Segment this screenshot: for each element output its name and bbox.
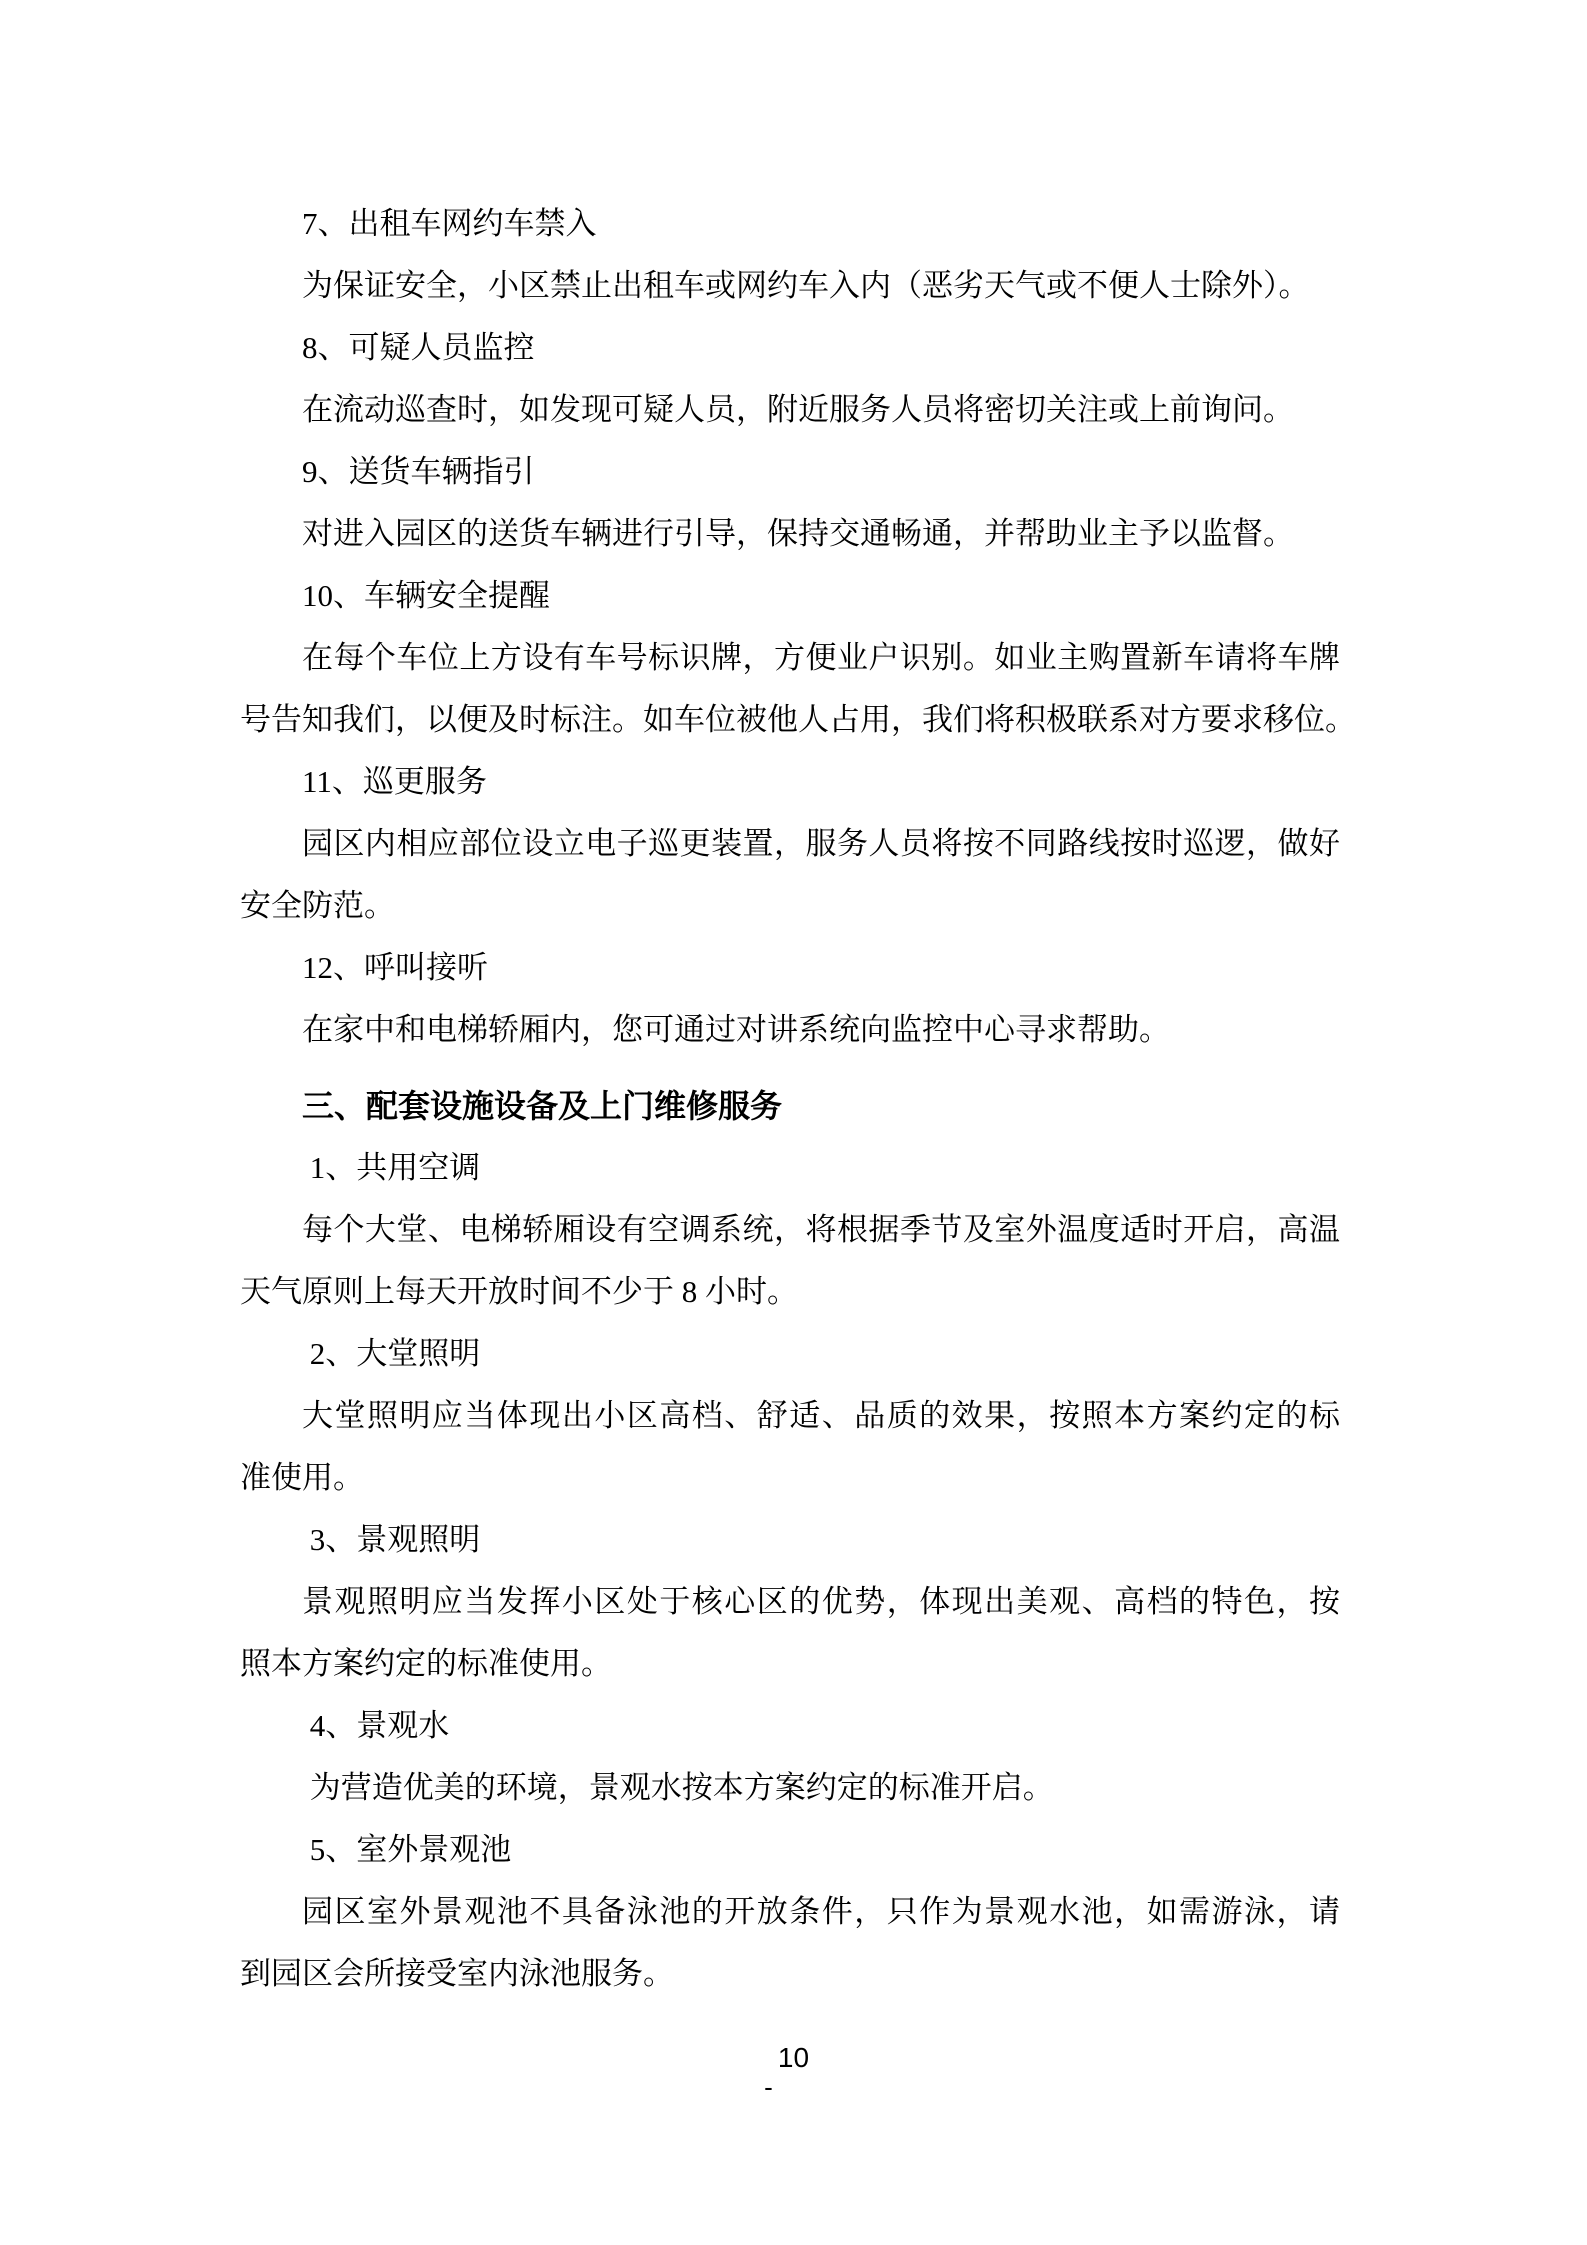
item-heading: 2、大堂照明 (302, 1336, 481, 1371)
paragraph-line: 天气原则上每天开放时间不少于 8 小时。 (240, 1274, 798, 1309)
paragraph-line: 园区室外景观池不具备泳池的开放条件，只作为景观水池，如需游泳，请 (302, 1894, 1340, 1929)
paragraph-line: 为保证安全，小区禁止出租车或网约车入内（恶劣天气或不便人士除外）。 (302, 268, 1310, 303)
paragraph-line: 大堂照明应当体现出小区高档、舒适、品质的效果，按照本方案约定的标 (302, 1398, 1340, 1433)
item-heading: 7、出租车网约车禁入 (302, 206, 597, 241)
item-heading: 8、可疑人员监控 (302, 330, 535, 365)
document-body (240, 193, 1356, 2005)
paragraph-line: 为营造优美的环境，景观水按本方案约定的标准开启。 (302, 1770, 1054, 1805)
item-heading: 10、车辆安全提醒 (302, 578, 550, 613)
item-heading: 5、室外景观池 (302, 1832, 512, 1867)
paragraph-line: 安全防范。 (240, 888, 395, 923)
section-heading: 三、配套设施设备及上门维修服务 (302, 1088, 783, 1124)
paragraph-line: 在流动巡查时，如发现可疑人员，附近服务人员将密切关注或上前询问。 (302, 392, 1294, 427)
item-heading: 12、呼叫接听 (302, 950, 488, 985)
page-number: 10 (777, 2042, 810, 2073)
paragraph-line: 到园区会所接受室内泳池服务。 (240, 1956, 674, 1991)
paragraph-line: 准使用。 (240, 1460, 364, 1495)
item-heading: 3、景观照明 (302, 1522, 481, 1557)
footer-dash: - (764, 2072, 773, 2102)
paragraph-line: 园区内相应部位设立电子巡更装置，服务人员将按不同路线按时巡逻，做好 (302, 826, 1340, 861)
paragraph-line: 对进入园区的送货车辆进行引导，保持交通畅通，并帮助业主予以监督。 (302, 516, 1294, 551)
paragraph-line: 景观照明应当发挥小区处于核心区的优势，体现出美观、高档的特色，按 (302, 1584, 1340, 1619)
item-heading: 1、共用空调 (302, 1150, 481, 1185)
paragraph-line: 照本方案约定的标准使用。 (240, 1646, 612, 1681)
paragraph-line: 每个大堂、电梯轿厢设有空调系统，将根据季节及室外温度适时开启，高温 (302, 1212, 1340, 1247)
item-heading: 11、巡更服务 (302, 764, 487, 799)
paragraph-line: 在每个车位上方设有车号标识牌，方便业户识别。如业主购置新车请将车牌 (302, 640, 1340, 675)
item-heading: 4、景观水 (302, 1708, 450, 1743)
paragraph-line: 号告知我们，以便及时标注。如车位被他人占用，我们将积极联系对方要求移位。 (240, 702, 1356, 737)
item-heading: 9、送货车辆指引 (302, 454, 535, 489)
paragraph-line: 在家中和电梯轿厢内，您可通过对讲系统向监控中心寻求帮助。 (302, 1012, 1170, 1047)
